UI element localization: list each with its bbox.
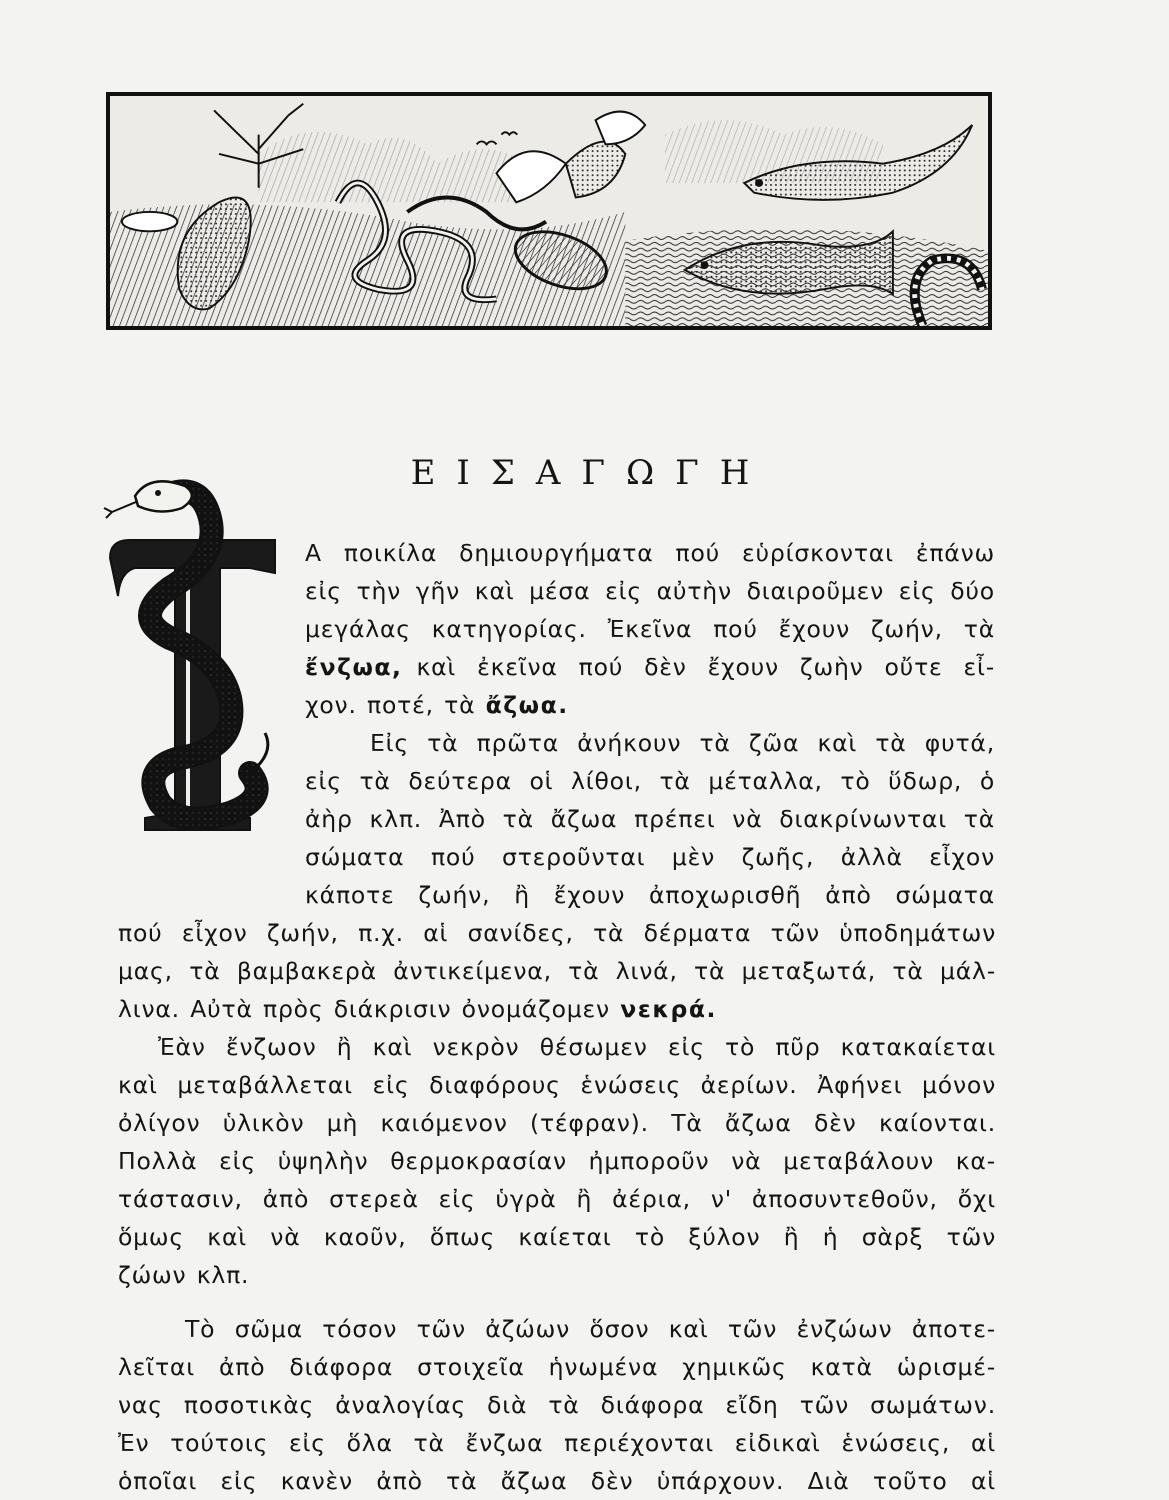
text-line: Ἐν τούτοις εἰς ὅλα τὰ ἔνζωα περιέχονται εἰδικαὶ ἑνώσεις, αἱ	[118, 1429, 996, 1457]
text-line: κάποτε ζωήν, ἢ ἔχουν ἀποχωρισθῆ ἀπὸ σώματα	[305, 881, 995, 909]
term-azoa: ἄζωα.	[485, 691, 569, 719]
text-line: ἀὴρ κλπ. Ἀπὸ τὰ ἄζωα πρέπει νὰ διακρίνωνται τὰ	[305, 805, 995, 833]
chapter-title: ΕΙΣΑΓΩΓΗ	[410, 453, 771, 493]
nature-engraving-illustration	[110, 96, 988, 326]
text-line: ὁποῖαι εἰς κανὲν ἀπὸ τὰ ἄζωα δὲν ὑπάρχουν. Διὰ τοῦτο αἱ	[118, 1467, 996, 1495]
text-line: λεῖται ἀπὸ διάφορα στοιχεῖα ἡνωμένα χημικῶς κατὰ ὡρισμέ-	[118, 1353, 996, 1381]
text-line: τάστασιν, ἀπὸ στερεὰ εἰς ὑγρὰ ἢ ἀέρια, ν' ἀποσυντεθοῦν, ὄχι	[118, 1185, 996, 1213]
text-line: Ἐὰν ἔνζωον ἢ καὶ νεκρὸν θέσωμεν εἰς τὸ πῦρ κατακαίεται	[158, 1033, 996, 1061]
text-line	[305, 690, 995, 720]
text-line: εἰς τὰ δεύτερα οἱ λίθοι, τὰ μέταλλα, τὸ ὕδωρ, ὁ	[305, 767, 995, 795]
text-line: Εἰς τὰ πρῶτα ἀνήκουν τὰ ζῶα καὶ τὰ φυτά,	[370, 729, 995, 757]
text-line: ὀλίγον ὑλικὸν μὴ καιόμενον (τέφραν). Τὰ ἄζωα δὲν καίονται.	[118, 1109, 996, 1137]
text-line: μεγάλας κατηγορίας. Ἐκεῖνα πού ἔχουν ζωήν, τὰ	[305, 615, 995, 643]
text-line: νας ποσοτικὰς ἀναλογίας διὰ τὰ διάφορα εἴδη τῶν σωμάτων.	[118, 1391, 996, 1419]
text-line: πού εἶχον ζωήν, π.χ. αἱ σανίδες, τὰ δέρματα τῶν ὑποδημάτων	[118, 919, 996, 947]
decorative-initial	[100, 468, 290, 838]
term-enzoa: ἔνζωα,	[305, 653, 403, 681]
text-line: μας, τὰ βαμβακερὰ ἀντικείμενα, τὰ λινά, τὰ μεταξωτά, τὰ μάλ-	[118, 957, 996, 985]
text-fragment: λινα. Αὐτὰ πρὸς διάκρισιν ὀνομάζομεν	[118, 995, 610, 1023]
text-line: σώματα πού στεροῦνται μὲν ζωῆς, ἀλλὰ εἶχον	[305, 843, 995, 871]
text-line: καὶ μεταβάλλεται εἰς διαφόρους ἑνώσεις ἀερίων. Ἀφήνει μόνον	[118, 1071, 996, 1099]
serpent-initial-letter	[100, 468, 290, 838]
header-engraving	[106, 92, 992, 330]
term-nekra: νεκρά.	[620, 995, 717, 1023]
text-fragment: καὶ ἐκεῖνα πού δὲν ἔχουν ζωὴν οὔτε εἶ-	[416, 653, 995, 681]
text-line: Πολλὰ εἰς ὑψηλὴν θερμοκρασίαν ἠμποροῦν νὰ μεταβάλουν κα-	[118, 1147, 996, 1175]
text-line	[118, 994, 996, 1024]
text-line: Α ποικίλα δημιουργήματα πού εὑρίσκονται ἐπάνω	[305, 539, 995, 567]
text-line: ζώων κλπ.	[118, 1261, 250, 1289]
text-line: Τὸ σῶμα τόσον τῶν ἀζώων ὅσον καὶ τῶν ἐνζώων ἀποτε-	[185, 1315, 996, 1343]
text-line: ὅμως καὶ νὰ καοῦν, ὅπως καίεται τὸ ξύλον ἢ ἡ σὰρξ τῶν	[118, 1223, 996, 1251]
text-line	[305, 652, 995, 682]
text-fragment: χον. ποτέ, τὰ	[305, 691, 476, 719]
text-line: εἰς τὴν γῆν καὶ μέσα εἰς αὐτὴν διαιροῦμεν εἰς δύο	[305, 577, 995, 605]
